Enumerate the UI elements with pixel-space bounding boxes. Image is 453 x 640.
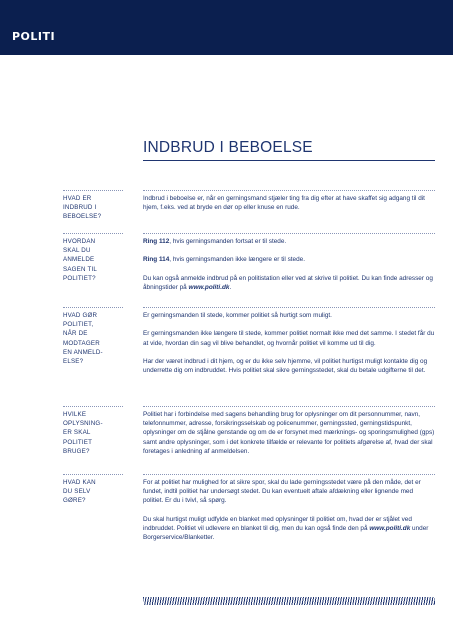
ring-114-line: Ring 114, hvis gerningsmanden ikke længere er til stede.: [143, 256, 305, 264]
section-body-hvad-er: Indbrud i beboelse er, når en gerningsmand stjæler ting fra dig efter at have skaffet sig adgang til dit hjem, f.eks. ved at bryde en dør op eller knuse en rude.: [143, 195, 425, 212]
politi-logo: POLITI: [12, 30, 56, 43]
section-label-hvad-er: HVAD ER INDBRUD I BEBOELSE?: [63, 195, 102, 221]
section-divider-left: [63, 307, 123, 308]
title-divider: [143, 160, 435, 161]
section-body-hvordan: [143, 237, 435, 292]
section-divider-left: [63, 474, 123, 475]
section-divider-right: [143, 233, 435, 234]
section-label-hvordan: HVORDAN SKAL DU ANMELDE SAGEN TIL POLITIET?: [63, 238, 98, 282]
footer-stripe-pattern: [143, 597, 435, 605]
section-divider-left: [63, 190, 123, 191]
header-bar: [0, 0, 453, 55]
politi-link[interactable]: www.politi.dk: [188, 283, 230, 291]
section-body-hvad-goer: Er gerningsmanden til stede, kommer politiet så hurtigt som muligt. Er gerningsmanden ikke længere til stede, kommer politiet normalt ikke med det samme. I stedet får du at vide, hvordan din sag vil blive behandlet, og hvornår politiet vil komme ud til dig. Har der været indbrud i dit hjem, og er du ikke selv hjemme, vil politiet hurtigst muligt kontakte dig og underrette dig om indbruddet. Hvis politiet skal sikre gerningsstedet, skal du betale udgifterne til det.: [143, 312, 435, 375]
section-body-hvad-kan: For at politiet har mulighed for at sikre spor, skal du lade gerningsstedet være på den måde, det er fundet, indtil politiet har undersøgt stedet. Du kan eventuelt aftale afdækning eller lignende med politiet. Er du i tvivl, så spørg. Du skal hurtigst muligt udfylde en blanket med oplysninger til politiet om, hvad der er stjålet ved indbruddet. Politiet vil udlevere en blanket til dig, men du kan også finde den på www.politi.dk under Borgerservice/Blanketter.: [143, 478, 435, 542]
ring-112-line: Ring 112, hvis gerningsmanden fortsat er til stede.: [143, 238, 287, 245]
section-divider-right: [143, 474, 435, 475]
section-divider-right: [143, 190, 435, 191]
page-title: INDBRUD I BEBOELSE: [143, 139, 313, 156]
section-divider-right: [143, 406, 435, 407]
section-divider-right: [143, 307, 435, 308]
section-body-hvilke: Politiet har i forbindelse med sagens behandling brug for oplysninger om dit personnummer, navn, telefonnummer, adresse, forsikringsselskab og policenummer, gerningssted, gerningstidspunkt, oplysninger om de stjålne genstande og om de er forsynet med mærknings- og sporingsmulighed (gps) samt andre oplysninger, som i det konkrete tilfælde er relevante for politiets afgørelse af, hvad der skal foretages i anledning af anmeldelsen.: [143, 411, 435, 455]
section-divider-left: [63, 233, 123, 234]
section-label-hvilke: HVILKE OPLYSNING- ER SKAL POLITIET BRUGE?: [63, 411, 103, 455]
section-label-hvad-kan: HVAD KAN DU SELV GØRE?: [63, 479, 96, 505]
section-divider-left: [63, 406, 123, 407]
section-label-hvad-goer: HVAD GØR POLITIET, NÅR DE MODTAGER EN ANMELD- ELSE?: [63, 312, 103, 366]
politi-link[interactable]: www.politi.dk: [369, 525, 411, 532]
anmeld-paragraph: Du kan også anmelde indbrud på en politistation eller ved at skrive til politiet. Du kan finde adresser og åbningstider på www.politi.dk.: [143, 274, 433, 291]
blanket-paragraph: Du skal hurtigst muligt udfylde en blanket med oplysninger til politiet om, hvad der er stjålet ved indbruddet. Politiet vil udlevere en blanket til dig, men du kan også finde den på www.politi.dk under Borgerservice/Blanketter.: [143, 515, 429, 542]
